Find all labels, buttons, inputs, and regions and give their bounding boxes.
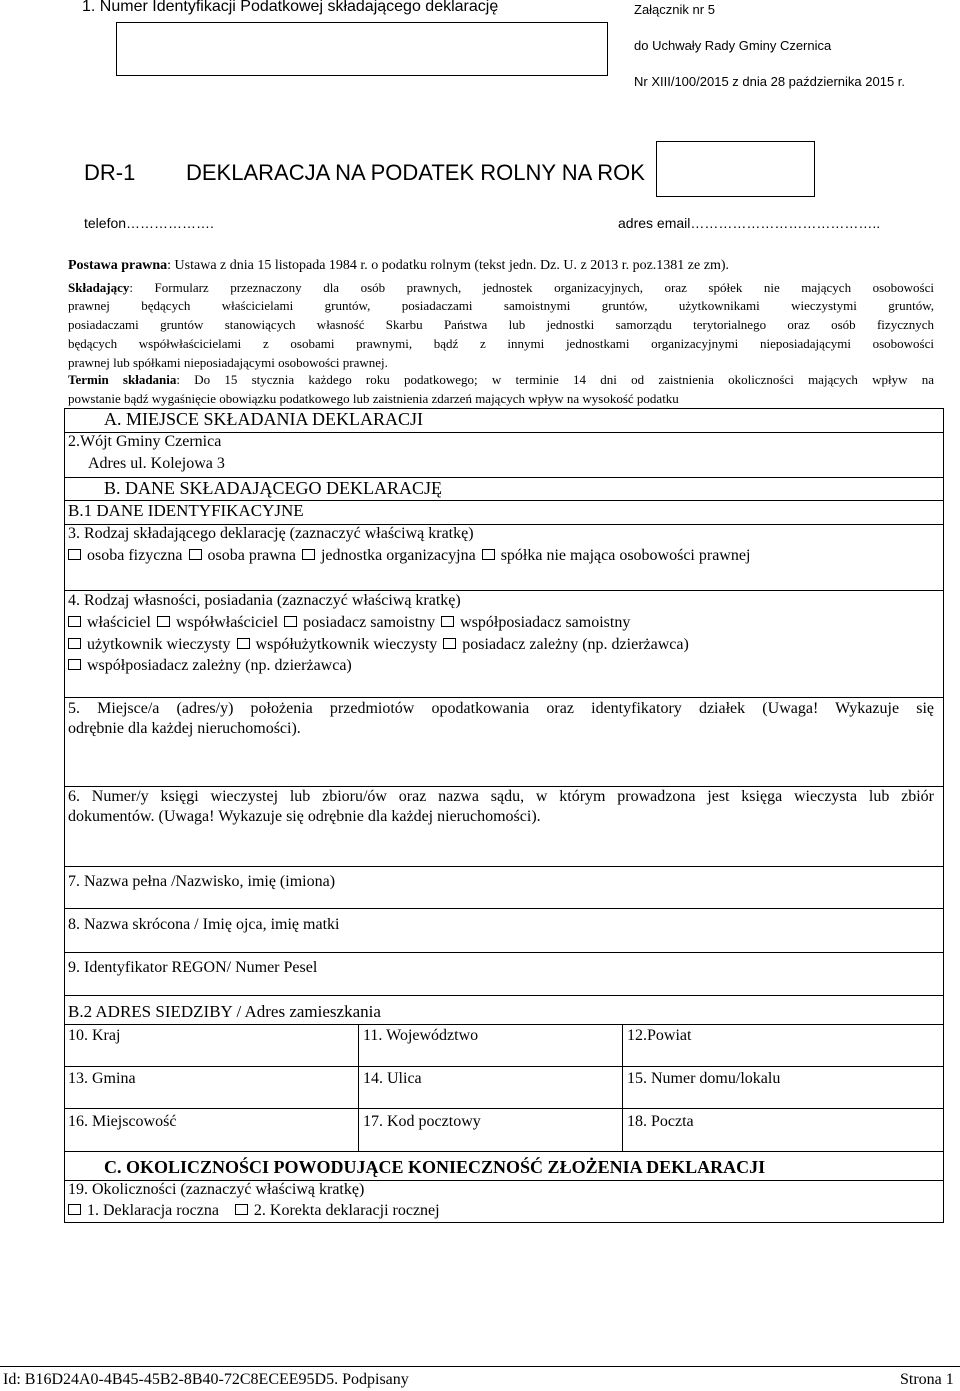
text: posiadacz samoistny [303,614,436,631]
filer-description [68,280,934,374]
divider [622,1024,623,1151]
section-c-title [104,1157,765,1178]
property-location-label[interactable] [68,700,934,740]
post-office-field[interactable]: 18. Poczta [627,1113,694,1130]
section-b-title: B. DANE SKŁADAJĄCEGO DEKLARACJĘ [104,478,443,498]
divider [64,786,944,787]
ownership-options-row-1 [68,614,630,632]
table-bottom-border [64,1222,944,1223]
text: osoba fizyczna [87,547,183,564]
filer-line-5: prawnej lub spółkami nieposiadającymi osobowości prawnej. [68,355,388,370]
table-left-border [64,408,65,1222]
filer-line-4: będących współwłaścicielami z osobami prawnymi, bądź z innymi jednostkami organizacyjnymi nieposiadającymi osobowości [68,336,934,351]
section-a-title: A. MIEJSCE SKŁADANIA DEKLARACJI [104,409,424,429]
attachment-number: Załącznik nr 5 [634,2,715,17]
ownership-type-label: 4. Rodzaj własności, posiadania (zaznaczyć właściwą kratkę) [68,592,461,609]
legal-basis-text: : Ustawa z dnia 15 listopada 1984 r. o podatku rolnym (tekst jedn. Dz. U. z 2013 r. poz.1381 ze zm). [167,258,729,273]
resolution-text: do Uchwały Rady Gminy Czernica [634,38,832,53]
legal-basis-label: Postawa prawna [68,258,168,273]
regon-pesel-field[interactable]: 9. Identyfikator REGON/ Numer Pesel [68,959,318,976]
checkbox-dependent-holder[interactable] [443,638,456,649]
land-register-label[interactable] [68,788,934,828]
form-title: DEKLARACJA NA PODATEK ROLNY NA ROK [186,160,645,185]
divider [64,952,944,953]
tax-office-address: Adres ul. Kolejowa 3 [88,455,225,472]
filer-line-1: Składający: Formularz przeznaczony dla osób prawnych, jednostek organizacyjnych, oraz spółek nie mających osobowości [68,280,934,295]
deadline-label: Termin składania [68,372,177,387]
filer-type-label: 3. Rodzaj składającego deklarację (zaznaczyć właściwą kratkę) [68,525,474,542]
divider [64,1066,944,1067]
divider [64,908,944,909]
street-field[interactable]: 14. Ulica [363,1070,422,1087]
email-field[interactable]: adres email………………………………….. [618,215,881,231]
divider [64,697,944,698]
postal-code-field[interactable]: 17. Kod pocztowy [363,1113,481,1130]
short-name-field[interactable]: 8. Nazwa skrócona / Imię ojca, imię matki [68,916,340,933]
filer-line-3: posiadaczami gruntów stanowiących własność Skarbu Państwa lub jednostki samorządu terytorialnego oraz osób fizycznych [68,317,934,332]
house-number-field[interactable]: 15. Numer domu/lokalu [627,1070,781,1087]
divider [64,1151,944,1152]
full-name-field[interactable]: 7. Nazwa pełna /Nazwisko, imię (imiona) [68,873,336,890]
nip-field-label: 1. Numer Identyfikacji Podatkowej składającego deklarację [82,0,499,15]
filer-label: Składający [68,280,130,295]
text: współużytkownik wieczysty [255,636,438,653]
text: 1. Deklaracja roczna [87,1202,219,1219]
checkbox-natural-person[interactable] [68,549,81,560]
page-number: Strona 1 [900,1371,954,1388]
year-input-box[interactable] [656,141,815,197]
country-field[interactable]: 10. Kraj [68,1027,121,1044]
document-id: Id: B16D24A0-4B45-45B2-8B40-72C8ECEE95D5. Podpisany [3,1371,409,1388]
text: 2. Korekta deklaracji rocznej [253,1202,440,1219]
checkbox-owner[interactable] [68,616,81,627]
checkbox-perpetual-co-user[interactable] [237,638,250,649]
municipality-field[interactable]: 13. Gmina [68,1070,136,1087]
checkbox-annual-declaration[interactable] [68,1204,81,1215]
checkbox-independent-holder[interactable] [284,616,297,627]
divider [64,1108,944,1109]
section-b1-title: B.1 DANE IDENTYFIKACYJNE [68,501,304,520]
voivodeship-field[interactable]: 11. Województwo [363,1027,479,1044]
ownership-options-row-2 [68,636,689,654]
deadline-line-2: powstanie bądź wygaśnięcie obowiązku podatkowego lub zaistnienia zdarzeń mających wpływ na wysokość podatku [68,391,679,406]
tax-office-name: 2.Wójt Gminy Czernica [68,433,222,450]
checkbox-organizational-unit[interactable] [302,549,315,560]
divider [358,1024,359,1151]
checkbox-dependent-co-holder[interactable] [68,659,81,670]
nip-input-box[interactable] [116,22,608,76]
divider [64,866,944,867]
checkbox-company-no-legal-personality[interactable] [482,549,495,560]
deadline-description [68,372,934,410]
text: 6. Numer/y księgi wieczystej lub zbioru/ów oraz nazwa sądu, w którym prowadzona jest księga wieczysta lub zbiór [68,788,934,805]
text: współposiadacz samoistny [460,614,631,631]
checkbox-correction[interactable] [235,1204,248,1215]
form-code: DR-1 [84,160,136,185]
divider [64,590,944,591]
text: właściciel [87,614,151,631]
text: jednostka organizacyjna [320,547,476,564]
table-right-border [943,408,944,1222]
filer-line-2: prawnej będących właścicielami gruntów, posiadaczami samoistnymi gruntów, użytkownikami wieczystymi gruntów, [68,298,934,313]
circumstances-options [68,1202,440,1220]
city-field[interactable]: 16. Miejscowość [68,1113,177,1130]
text: użytkownik wieczysty [87,636,231,653]
checkbox-co-owner[interactable] [157,616,170,627]
deadline-line-1: Termin składania: Do 15 stycznia każdego roku podatkowego; w terminie 14 dni od zaistnienia okoliczności mających wpływ na [68,372,934,387]
text: C. OKOLICZNOŚCI POWODUJĄCE KONIECZNOŚĆ ZŁOŻENIA DEKLARACJI [104,1157,766,1177]
legal-basis [68,258,729,274]
divider [64,995,944,996]
section-b2-title: B.2 ADRES SIEDZIBY / Adres zamieszkania [68,1002,381,1021]
text: dokumentów. (Uwaga! Wykazuje się odrębnie dla każdej nieruchomości). [68,808,541,825]
footer-divider [0,1366,960,1367]
resolution-number: Nr XIII/100/2015 z dnia 28 października 2015 r. [634,74,906,89]
ownership-options-row-3 [68,657,352,675]
checkbox-independent-co-holder[interactable] [441,616,454,627]
county-field[interactable]: 12.Powiat [627,1027,692,1044]
text: posiadacz zależny (np. dzierżawca) [462,636,689,653]
text: współposiadacz zależny (np. dzierżawca) [87,657,352,674]
circumstances-label: 19. Okoliczności (zaznaczyć właściwą kratkę) [68,1181,365,1198]
phone-field[interactable]: telefon………………. [84,215,214,231]
text: 5. Miejsce/a (adres/y) położenia przedmiotów opodatkowania oraz identyfikatory działek (Uwaga! Wykazuje się [68,700,934,717]
filer-type-options [68,547,750,565]
divider [64,1024,944,1025]
text: odrębnie dla każdej nieruchomości). [68,720,301,737]
checkbox-legal-person[interactable] [189,549,202,560]
text: spółka nie mająca osobowości prawnej [500,547,751,564]
checkbox-perpetual-user[interactable] [68,638,81,649]
text: osoba prawna [207,547,296,564]
text: współwłaściciel [175,614,279,631]
